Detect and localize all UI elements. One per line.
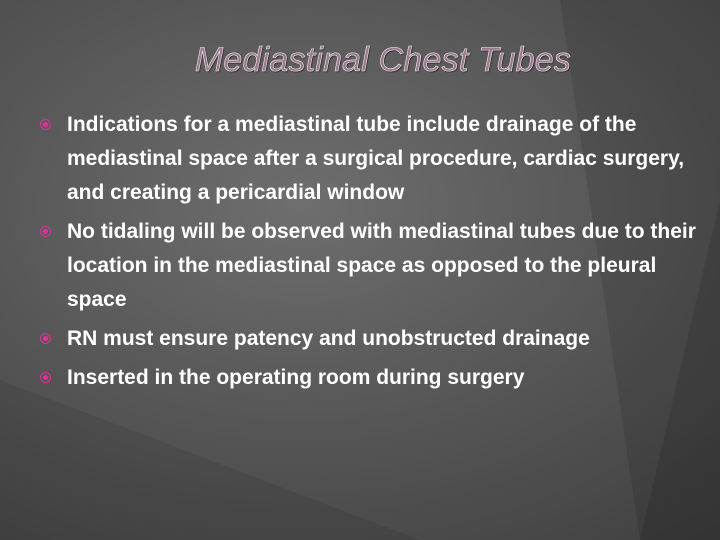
bullet-item (34, 108, 706, 210)
circle-bullet-icon (40, 226, 51, 237)
bullet-item (34, 322, 706, 356)
bullet-text: No tidaling will be observed with mediastinal tubes due to their location in the mediastinal space as opposed to the pleural space (67, 220, 696, 311)
bullet-text: Inserted in the operating room during surgery (67, 366, 525, 389)
bullet-list (34, 108, 706, 400)
circle-bullet-icon (40, 119, 51, 130)
circle-bullet-icon (40, 372, 51, 383)
bullet-item (34, 361, 706, 395)
slide-title: Mediastinal Chest Tubes (194, 41, 572, 79)
circle-bullet-icon (40, 333, 51, 344)
bullet-item (34, 215, 706, 317)
bullet-text: Indications for a mediastinal tube include drainage of the mediastinal space after a surgical procedure, cardiac surgery, and creating a pericardial window (67, 113, 685, 204)
bullet-text: RN must ensure patency and unobstructed drainage (67, 327, 590, 350)
